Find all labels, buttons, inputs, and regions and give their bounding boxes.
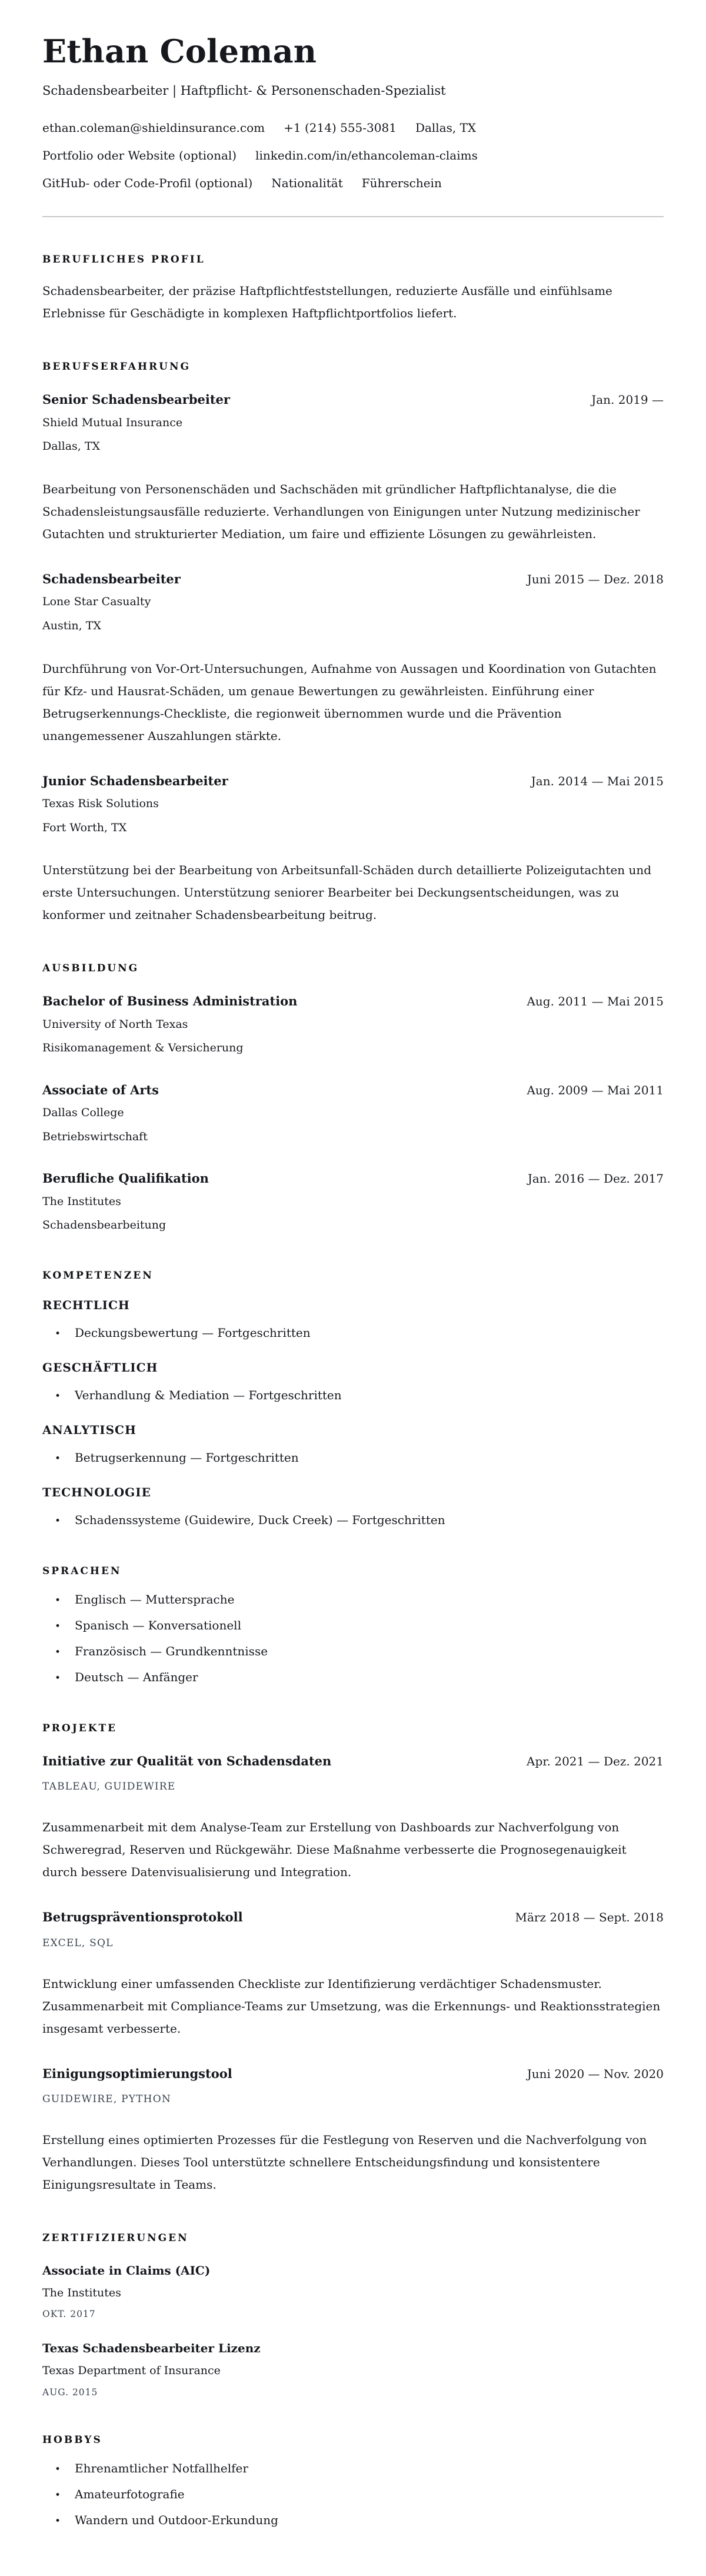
section-experience-label: BERUFSERFAHRUNG [42,361,191,373]
section-education-label: AUSBILDUNG [42,962,139,975]
section-experience [42,361,664,926]
project-description: Entwicklung einer umfassenden Checkliste zur Identifizierung verdächtiger Schadensmuster. Zusammenarbeit mit Compliance-Teams zur Umsetzung, was die Erkennungs- und Reaktionsstrategien insgesamt verbesserte. [42,1976,661,2036]
section-skills-label: KOMPETENZEN [42,1269,154,1282]
education-dates: Jan. 2016 — Dez. 2017 [527,1171,664,1186]
contact-email: ethan.coleman@shieldinsurance.com [42,121,265,135]
project-entry [42,1753,664,1883]
language-item [42,1643,664,1660]
certification-issuer: Texas Department of Insurance [42,2364,221,2378]
section-hobbies [42,2434,664,2529]
education-school: Dallas College [42,1106,124,1120]
skill-group [42,1298,664,1342]
education-entry [42,1082,664,1145]
education-dates: Aug. 2009 — Mai 2011 [527,1083,664,1097]
section-projects [42,1722,664,2196]
project-description: Zusammenarbeit mit dem Analyse-Team zur Erstellung von Dashboards zur Nachverfolgung von Schweregrad, Reserven und Rückgewähr. Diese Maßnahme verbesserte die Prognosegenauigkeit durch bessere Datenvisualisierung und Integration. [42,1820,627,1880]
contact-row-1 [42,119,664,136]
contact-phone: +1 (214) 555-3081 [284,121,397,135]
education-field: Betriebswirtschaft [42,1130,148,1143]
skill-group-name: ANALYTISCH [42,1422,136,1437]
language-item [42,1591,664,1608]
project-title: Initiative zur Qualität von Schadensdaten [42,1753,332,1768]
hobby-item-label: Ehrenamtlicher Notfallhelfer [75,2461,248,2476]
project-title-row [42,1909,664,1925]
contact-github: GitHub- oder Code-Profil (optional) [42,176,253,191]
hobby-list [42,2460,664,2529]
job-dates: Juni 2015 — Dez. 2018 [527,572,664,587]
language-item [42,1617,664,1634]
contact-row-3 [42,175,664,191]
job-title-row [42,773,664,789]
bullet-icon [42,2460,75,2477]
project-title: Einigungsoptimierungstool [42,2066,232,2081]
job-company: Shield Mutual Insurance [42,416,183,429]
contact-linkedin: linkedin.com/in/ethancoleman-claims [255,148,478,163]
job-entry [42,773,664,927]
language-list [42,1591,664,1686]
project-dates: Apr. 2021 — Dez. 2021 [527,1754,664,1768]
job-location: Austin, TX [42,619,101,632]
bullet-icon [42,1324,75,1342]
bullet-icon [42,2512,75,2529]
hobby-item [42,2486,664,2503]
project-entry [42,2066,664,2196]
section-languages [42,1565,664,1686]
bullet-icon [42,1512,75,1529]
bullet-icon [42,1449,75,1466]
job-title-row [42,571,664,587]
bullet-icon [42,1669,75,1686]
hobby-item-label: Wandern und Outdoor-Erkundung [75,2513,278,2528]
education-entry [42,993,664,1056]
section-profile [42,254,664,324]
education-school: The Institutes [42,1194,121,1208]
hobby-item-label: Amateurfotografie [75,2487,185,2502]
skill-group-name: RECHTLICH [42,1297,130,1312]
header [42,33,664,191]
section-skills [42,1270,664,1529]
contact-portfolio: Portfolio oder Website (optional) [42,148,237,163]
bullet-icon [42,1387,75,1404]
contact-row-2 [42,147,664,164]
skill-group [42,1485,664,1529]
hobby-item [42,2460,664,2477]
job-description: Bearbeitung von Personenschäden und Sachschäden mit gründlicher Haftpflichtanalyse, die die Schadensleistungsausfälle reduzierte. Verhandlungen von Einigungen unter Nutzung medizinischer Gutachten und strukturierter Mediation, um faire und effiziente Lösungen zu gewährleisten. [42,482,640,542]
section-education [42,962,664,1233]
skill-item [42,1387,664,1404]
project-title-row [42,2066,664,2082]
language-item-label: Spanisch — Konversationell [75,1618,241,1632]
job-location: Dallas, TX [42,440,101,453]
education-title-row [42,993,664,1009]
education-degree: Associate of Arts [42,1082,159,1097]
section-languages-label: SPRACHEN [42,1565,122,1577]
skill-item [42,1449,664,1466]
project-title-row [42,1753,664,1769]
certification-date: AUG. 2015 [42,2387,98,2398]
bullet-icon [42,1591,75,1608]
job-location: Fort Worth, TX [42,821,127,834]
education-degree: Berufliche Qualifikation [42,1171,209,1186]
section-profile-label: BERUFLICHES PROFIL [42,254,205,266]
project-description: Erstellung eines optimierten Prozesses für die Festlegung von Reserven und die Nachverfolgung von Verhandlungen. Dieses Tool unterstützte schnellere Entscheidungsfindung und konsistentere Einigungsresultate in Teams. [42,2132,647,2192]
job-title-row [42,391,664,407]
education-field: Risikomanagement & Versicherung [42,1041,244,1055]
job-entry [42,391,664,545]
language-item-label: Französisch — Grundkenntnisse [75,1644,268,1658]
headline: Schadensbearbeiter | Haftpflicht- & Personenschaden-Spezialist [42,84,446,98]
header-divider [42,216,664,217]
project-tools: TABLEAU, GUIDEWIRE [42,1781,176,1793]
skill-group [42,1423,664,1466]
project-tools: GUIDEWIRE, PYTHON [42,2093,171,2105]
bullet-icon [42,1617,75,1634]
skill-item-label: Betrugserkennung — Fortgeschritten [75,1450,299,1465]
skill-item [42,1324,664,1342]
bullet-icon [42,1643,75,1660]
skill-group [42,1360,664,1404]
job-description: Unterstützung bei der Bearbeitung von Arbeitsunfall-Schäden durch detaillierte Polizeigutachten und erste Untersuchungen. Unterstützung seniorer Bearbeiter bei Deckungsentscheidungen, was zu konformer und zeitnaher Schadensbearbeitung beitrug. [42,863,652,922]
education-title-row [42,1082,664,1098]
contact-nationality: Nationalität [271,176,343,191]
project-title: Betrugspräventionsprotokoll [42,1910,243,1925]
job-description: Durchführung von Vor-Ort-Untersuchungen, Aufnahme von Aussagen und Koordination von Gutachten für Kfz- und Hausrat-Schäden, um genaue Bewertungen zu gewährleisten. Einführung einer Betrugserkennungs-Checkliste, die regionweit übernommen wurde und die Prävention unangemessener Auszahlungen stärkte. [42,661,657,743]
section-certifications-label: ZERTIFIZIERUNGEN [42,2232,189,2244]
certification-name: Texas Schadensbearbeiter Lizenz [42,2341,261,2356]
skill-group-name: GESCHÄFTLICH [42,1360,158,1375]
section-certifications [42,2232,664,2398]
job-company: Texas Risk Solutions [42,796,159,810]
education-dates: Aug. 2011 — Mai 2015 [527,994,664,1009]
job-dates: Jan. 2019 — [591,393,664,407]
section-hobbies-label: HOBBYS [42,2434,102,2446]
certification-entry [42,2341,664,2398]
education-school: University of North Texas [42,1017,188,1031]
job-title: Schadensbearbeiter [42,572,181,587]
job-dates: Jan. 2014 — Mai 2015 [531,774,664,788]
job-title: Junior Schadensbearbeiter [42,773,228,788]
language-item-label: Deutsch — Anfänger [75,1669,198,1684]
project-tools: EXCEL, SQL [42,1937,114,1949]
certification-entry [42,2263,664,2320]
skill-item-label: Verhandlung & Mediation — Fortgeschritten [75,1387,342,1402]
language-item [42,1669,664,1686]
skill-item-label: Schadenssysteme (Guidewire, Duck Creek) — Fortgeschritten [75,1512,445,1527]
project-dates: März 2018 — Sept. 2018 [515,1910,664,1925]
certification-name: Associate in Claims (AIC) [42,2263,211,2278]
bullet-icon [42,2486,75,2503]
skill-item-label: Deckungsbewertung — Fortgeschritten [75,1325,311,1340]
education-degree: Bachelor of Business Administration [42,994,298,1009]
hobby-item [42,2512,664,2529]
certification-issuer: The Institutes [42,2286,121,2299]
job-entry [42,571,664,747]
education-field: Schadensbearbeitung [42,1219,166,1232]
contact-license: Führerschein [361,176,442,191]
education-entry [42,1170,664,1233]
project-entry [42,1909,664,2039]
project-dates: Juni 2020 — Nov. 2020 [527,2066,664,2081]
section-projects-label: PROJEKTE [42,1722,118,1734]
skill-item [42,1512,664,1529]
education-title-row [42,1170,664,1186]
job-company: Lone Star Casualty [42,595,151,609]
contact-location: Dallas, TX [415,121,477,135]
person-name: Ethan Coleman [42,32,317,70]
job-title: Senior Schadensbearbeiter [42,392,230,407]
language-item-label: Englisch — Muttersprache [75,1592,235,1606]
profile-text: Schadensbearbeiter, der präzise Haftpflichtfeststellungen, reduzierte Ausfälle und einfühlsame Erlebnisse für Geschädigte in komplexen Haftpflichtportfolios liefert. [42,284,612,321]
skill-group-name: TECHNOLOGIE [42,1485,151,1499]
certification-date: OKT. 2017 [42,2309,96,2320]
